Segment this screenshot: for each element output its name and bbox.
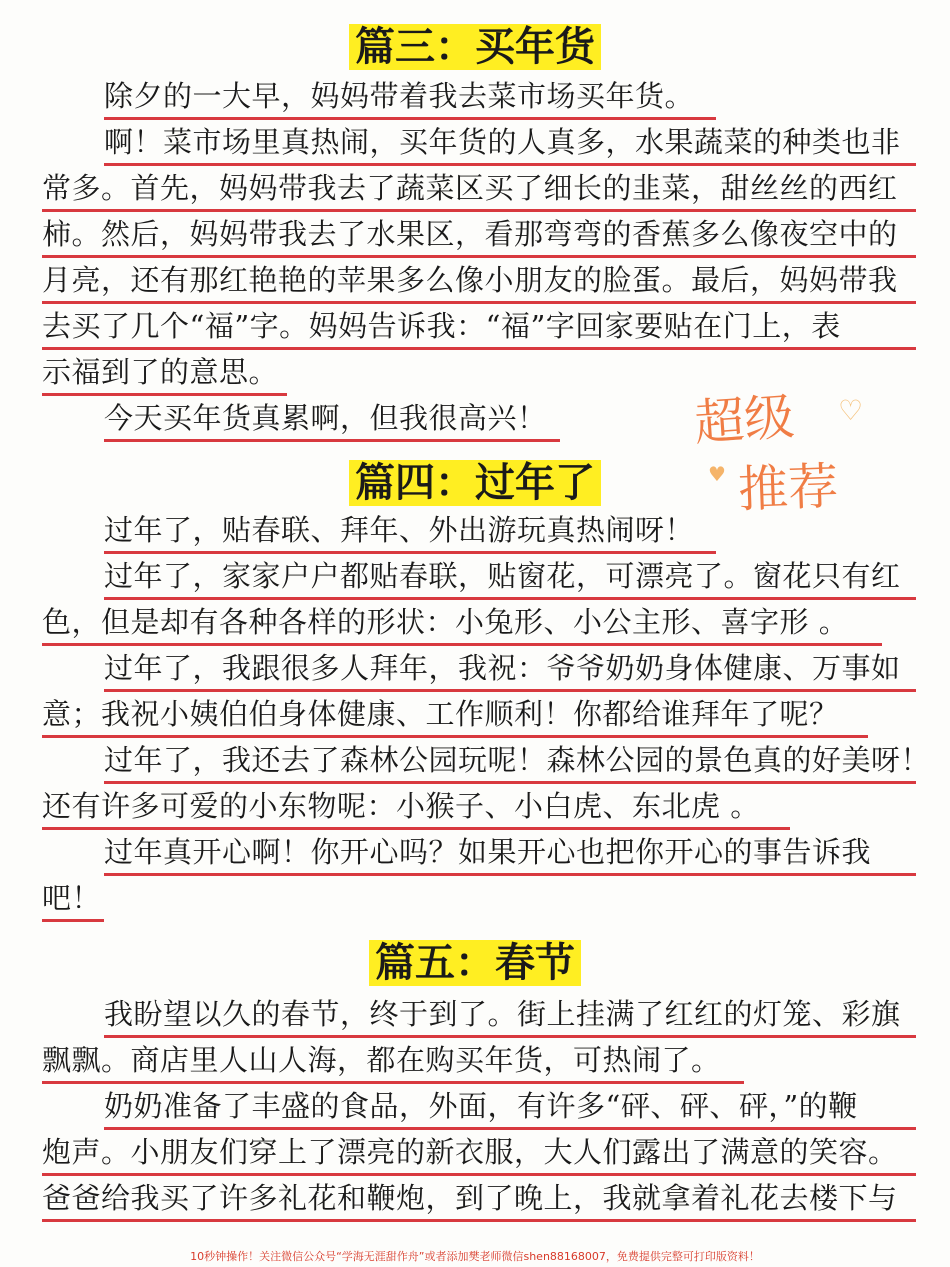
text-line: 炮声。小朋友们穿上了漂亮的新衣服，大人们露出了满意的笑容。: [42, 1130, 916, 1176]
text-line: 啊！菜市场里真热闹，买年货的人真多，水果蔬菜的种类也非: [104, 120, 916, 166]
text-line: 去买了几个“福”字。妈妈告诉我：“福”字回家要贴在门上，表: [42, 304, 916, 350]
text-line: 奶奶准备了丰盛的食品，外面，有许多“砰、砰、砰，”的鞭: [104, 1084, 916, 1130]
text-line: 常多。首先，妈妈带我去了蔬菜区买了细长的韭菜，甜丝丝的西红: [42, 166, 916, 212]
footer-notice: 10秒钟操作！关注微信公众号“学海无涯甜作舟”或者添加樊老师微信shen88168007，免费提供完整可打印版资料！: [190, 1250, 760, 1263]
section-title-3: 篇三：买年货: [0, 22, 950, 72]
section-title-5: 篇五：春节: [0, 938, 950, 988]
text-line: 过年了，我跟很多人拜年，我祝：爷爷奶奶身体健康、万事如: [104, 646, 916, 692]
text-line: 示福到了的意思。: [42, 350, 287, 396]
sticker-text: 推荐: [737, 457, 840, 519]
text-line: 过年了，我还去了森林公园玩呢！森林公园的景色真的好美呀！: [104, 738, 916, 784]
text-line: 色，但是却有各种各样的形状：小兔形、小公主形、喜字形 。: [42, 600, 882, 646]
text-line: 我盼望以久的春节，终于到了。街上挂满了红红的灯笼、彩旗: [104, 992, 916, 1038]
text-line: 意；我祝小姨伯伯身体健康、工作顺利！你都给谁拜年了呢？: [42, 692, 868, 738]
text-line: 今天买年货真累啊，但我很高兴！: [104, 396, 560, 442]
text-line: 月亮，还有那红艳艳的苹果多么像小朋友的脸蛋。最后，妈妈带我: [42, 258, 916, 304]
text-line: 过年真开心啊！你开心吗？如果开心也把你开心的事告诉我: [104, 830, 916, 876]
heart-icon: ♡: [838, 394, 864, 427]
sticker-text: 超级: [692, 387, 797, 453]
text-line: 飘飘。商店里人山人海，都在购买年货，可热闹了。: [42, 1038, 744, 1084]
text-line: 爸爸给我买了许多礼花和鞭炮，到了晚上，我就拿着礼花去楼下与: [42, 1176, 916, 1222]
text-line: 过年了，贴春联、拜年、外出游玩真热闹呀！: [104, 508, 716, 554]
text-line: 吧！: [42, 876, 104, 922]
text-line: 柿。然后，妈妈带我去了水果区，看那弯弯的香蕉多么像夜空中的: [42, 212, 916, 258]
section-title-4: 篇四：过年了: [0, 458, 950, 508]
text-line: 过年了，家家户户都贴春联，贴窗花，可漂亮了。窗花只有红: [104, 554, 916, 600]
text-line: 还有许多可爱的小东物呢：小猴子、小白虎、东北虎 。: [42, 784, 790, 830]
text-line: 除夕的一大早，妈妈带着我去菜市场买年货。: [104, 74, 716, 120]
heart-icon: ♥: [708, 462, 726, 486]
